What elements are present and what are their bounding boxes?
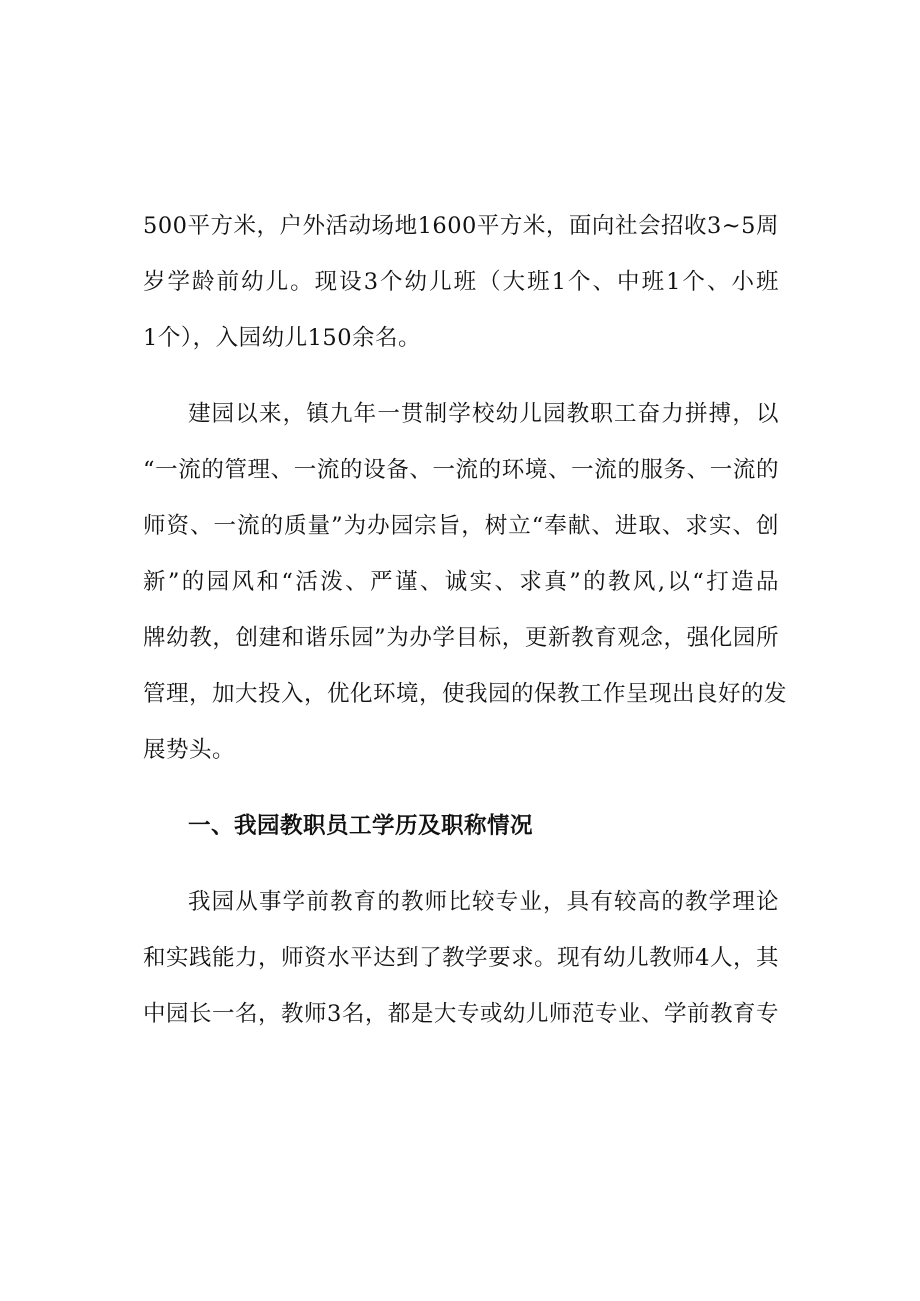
paragraph-facility-info: [143, 198, 779, 366]
paragraph-spacer: [143, 854, 779, 874]
paragraph-line: 展势头。: [143, 737, 236, 763]
paragraph-line: 我园从事学前教育的教师比较专业，具有较高的教学理论: [188, 889, 779, 915]
paragraph-line: 1个），入园幼儿150余名。: [143, 325, 422, 351]
section-heading: 一、我园教职员工学历及职称情况: [188, 813, 534, 839]
paragraph-staff-qualifications: [143, 874, 779, 1042]
paragraph-line: 建园以来，镇九年一贯制学校幼儿园教职工奋力拼搏，以: [188, 401, 779, 427]
paragraph-line: “一流的管理、一流的设备、一流的环境、一流的服务、一流的: [143, 457, 779, 483]
paragraph-line: 岁学龄前幼儿。现设3个幼儿班（大班1个、中班1个、小班: [143, 269, 779, 295]
paragraph-history: [143, 386, 788, 778]
document-body: [143, 198, 788, 1042]
paragraph-line: 500平方米，户外活动场地1600平方米，面向社会招收3~5周: [143, 213, 779, 239]
paragraph-line: 管理，加大投入，优化环境，使我园的保教工作呈现出良好的发: [143, 681, 788, 707]
paragraph-line: 新”的园风和“活泼、严谨、诚实、求真”的教风,以“打造品: [143, 569, 779, 595]
paragraph-spacer: [143, 366, 779, 386]
paragraph-line: 牌幼教，创建和谐乐园”为办学目标，更新教育观念，强化园所: [143, 625, 779, 651]
paragraph-line: 和实践能力，师资水平达到了教学要求。现有幼儿教师4人，其: [143, 945, 779, 971]
paragraph-spacer: [143, 778, 779, 798]
paragraph-line: 中园长一名，教师3名，都是大专或幼儿师范专业、学前教育专: [143, 1001, 779, 1027]
paragraph-line: 师资、一流的质量”为办园宗旨，树立“奉献、进取、求实、创: [143, 513, 779, 539]
